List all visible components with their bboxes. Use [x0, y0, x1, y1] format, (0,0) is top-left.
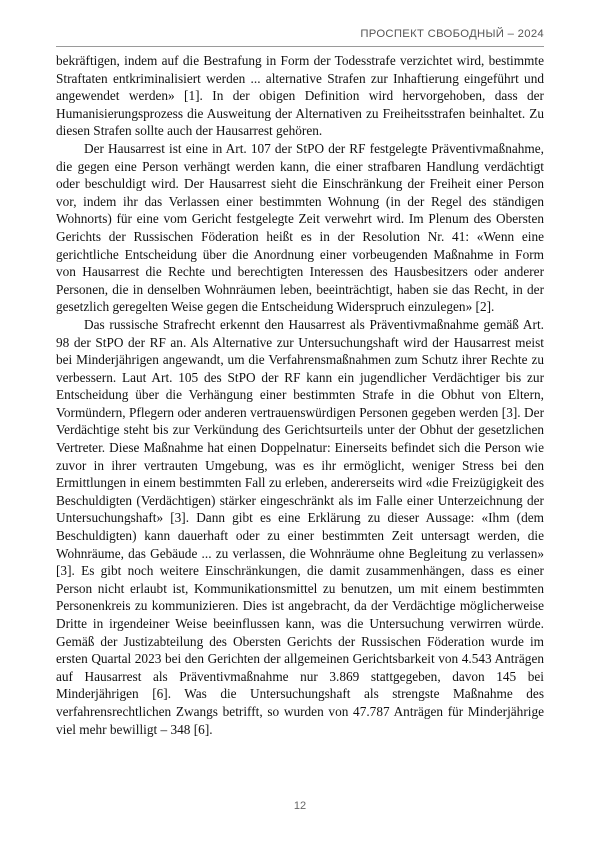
running-header: [56, 20, 544, 47]
paragraph-continued: bekräftigen, indem auf die Bestrafung in Form der Todesstrafe verzichtet wird, bestimmte Straftaten entkriminalisiert werden ... alternative Strafen zur Inhaftierung eingeführt und angewendet werden» [1]. In der obigen Definition wird hervorgehoben, dass der Humanisierungsprozess die Ausweitung der Alternativen zu Freiheitsstrafen beinhaltet. Zu diesen Strafen sollte auch der Hausarrest gehören.: [56, 53, 544, 139]
page-number: 12: [293, 800, 307, 812]
journal-title: ПРОСПЕКТ СВОБОДНЫЙ – 2024: [360, 28, 544, 40]
paragraph-hausarrest-definition: Der Hausarrest ist eine in Art. 107 der StPO der RF festgelegte Präventivmaßnahme, die gegen eine Person verhängt werden kann, die einer strafbaren Handlung verdächtigt oder beschuldigt wird. Der Hausarrest sieht die Einschränkung der Freiheit einer Person vor, indem ihr das Verlassen einer bestimmten Wohnung (in der Regel des ständigen Wohnorts) für eine vom Gericht festgelegte Zeit verwehrt wird. Im Plenum des Obersten Gerichts der Russischen Föderation heißt es in der Resolution Nr. 41: «Wenn eine gerichtliche Entscheidung über die Anordnung einer vorbeugenden Maßnahme in Form von Hausarrest die Rechte und berechtigten Interessen des Hausbesitzers oder anderer Personen, die in denselben Wohnräumen leben, beeinträchtigt, haben sie das Recht, in der gesetzlich geregelten Weise gegen die Entscheidung Widerspruch einzulegen» [2].: [56, 140, 544, 315]
paragraph-russian-criminal-law: Das russische Strafrecht erkennt den Hausarrest als Präventivmaßnahme gemäß Art. 98 der StPO der RF an. Als Alternative zur Untersuchungshaft wird der Hausarrest meist bei Minderjährigen angewandt, um die Verfahrensmaßnahmen zum Schutz ihrer Rechte zu verbessern. Laut Art. 105 des StPO der RF kann ein jugendlicher Verdächtiger bis zur Entscheidung über die Verhängung einer bestimmten Strafe in die Obhut von Eltern, Vormündern, Pflegern oder anderen vertrauenswürdigen Personen gegeben werden [3]. Der Verdächtige steht bis zur Verkündung des Gerichtsurteils unter der Obhut der gesetzlichen Vertreter. Diese Maßnahme hat einen Doppelnatur: Einerseits befindet sich die Person wie zuvor in ihrer vertrauten Umgebung, was es ihr ermöglicht, weniger Stress bei den Ermittlungen in einem bestimmten Fall zu erleben, andererseits wird «die Freizügigkeit des Beschuldigten (Verdächtigen) stärker eingeschränkt als im Falle einer Unterzeichnung der Untersuchungshaft» [3]. Dann gibt es eine Erklärung zu dieser Aussage: «Ihm (dem Beschuldigten) kann dauerhaft oder zu einer bestimmten Zeit untersagt werden, die Wohnräume, das Gebäude ... zu verlassen, die Wohnräume ohne Begleitung zu verlassen» [3]. Es gibt noch weitere Einschränkungen, die damit zusammenhängen, dass es einer Person nicht erlaubt ist, Kommunikationsmittel zu benutzen, um mit einem bestimmten Personenkreis zu kommunizieren. Dies ist angebracht, da der Verdächtige möglicherweise Dritte in irgendeiner Weise beeinflussen kann, was die Untersuchung verwirren würde. Gemäß der Justizabteilung des Obersten Gerichts der Russischen Föderation wurde im ersten Quartal 2023 bei den Gerichten der allgemeinen Gerichtsbarkeit von 4.543 Anträgen auf Hausarrest als Präventivmaßnahme nur 3.869 stattgegeben, davon 145 bei Minderjährigen [6]. Was die Untersuchungshaft als strengste Maßnahme des verfahrensrechtlichen Zwangs betrifft, so wurden von 47.787 Anträgen für Minderjährige viel mehr bewilligt – 348 [6].: [56, 316, 544, 737]
main-text: [56, 52, 544, 738]
